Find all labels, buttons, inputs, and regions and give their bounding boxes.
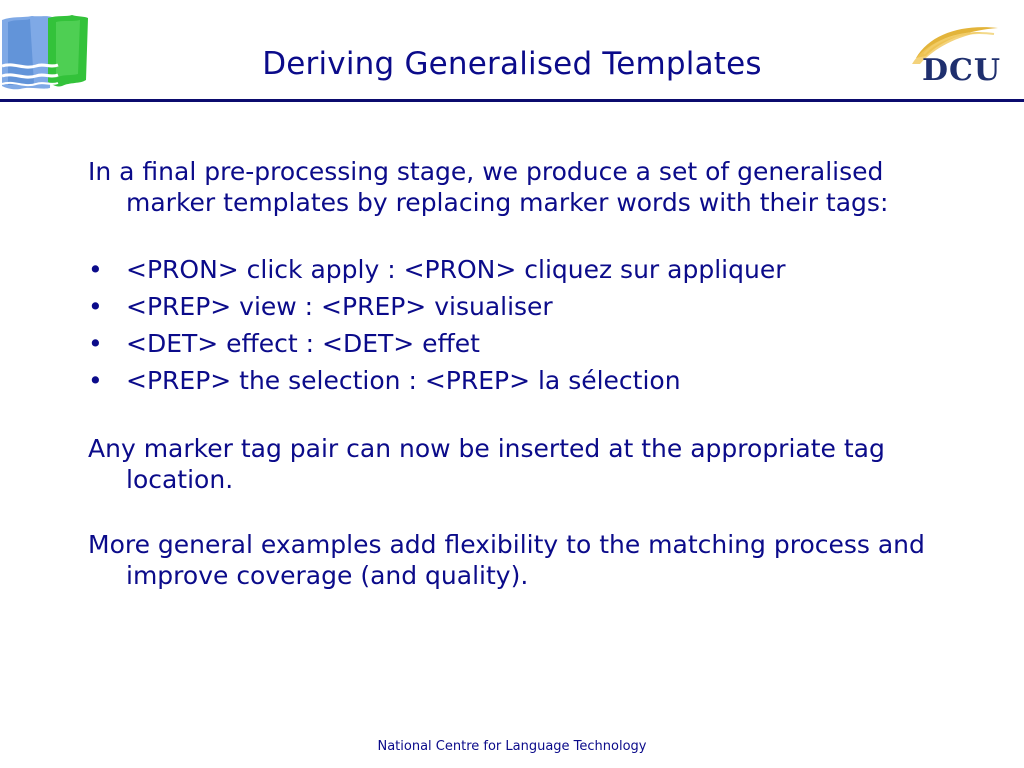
bullet-text: <PREP> the selection : <PREP> la sélection (126, 366, 681, 395)
tag-pair-paragraph: Any marker tag pair can now be inserted at the appropriate tag location. (88, 434, 885, 494)
header-divider (0, 99, 1024, 102)
intro-paragraph: In a final pre-processing stage, we produce a set of generalised marker templates by replacing marker words with their tags: (88, 157, 889, 217)
page-title: Deriving Generalised Templates (262, 46, 762, 82)
dcu-logo-text: DCU (922, 53, 1002, 88)
bullet-list (88, 251, 968, 399)
flexibility-paragraph: More general examples add flexibility to the matching process and improve coverage (and quality). (88, 530, 925, 590)
slide-body (88, 156, 968, 591)
footer-text: National Centre for Language Technology (377, 739, 647, 754)
bullet-icon: • (88, 255, 103, 284)
bullet-icon: • (88, 329, 103, 358)
bullet-icon: • (88, 366, 103, 395)
bullet-text: <DET> effect : <DET> effet (126, 329, 480, 358)
bullet-item (88, 362, 968, 399)
bullet-item (88, 288, 968, 325)
bullet-text: <PRON> click apply : <PRON> cliquez sur appliquer (126, 255, 786, 284)
bullet-icon: • (88, 292, 103, 321)
bullet-item (88, 325, 968, 362)
bullet-text: <PREP> view : <PREP> visualiser (126, 292, 553, 321)
bullet-item (88, 251, 968, 288)
dcu-logo (908, 20, 1004, 90)
